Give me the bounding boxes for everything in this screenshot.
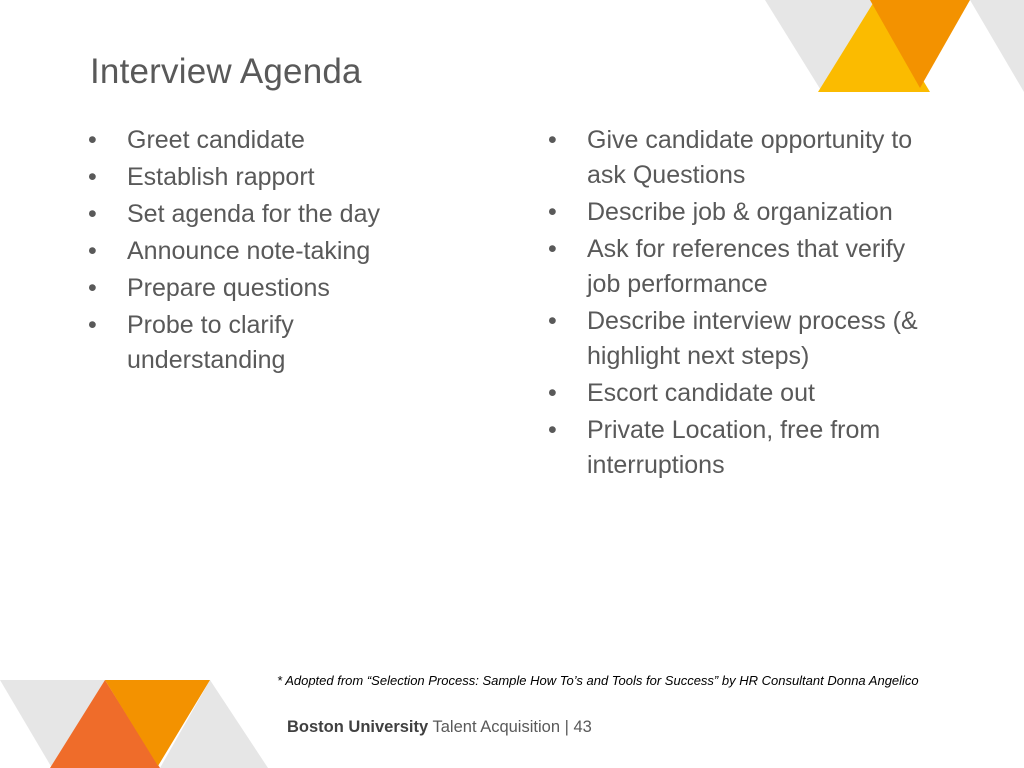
footer-org: Boston University [287,718,429,736]
list-item [548,376,943,411]
list-item-text: Give candidate opportunity to ask Questions [587,126,913,189]
list-item-text: Prepare questions [127,274,330,302]
bullet-icon: • [548,126,557,154]
source-footnote: * Adopted from “Selection Process: Sample How To’s and Tools for Success” by HR Consultant Donna Angelico [277,673,919,688]
list-item [548,413,943,483]
list-item [548,304,943,374]
decor-gray-triangle-right [970,0,1024,92]
bullet-icon: • [548,235,557,263]
bullet-icon: • [548,379,557,407]
footer-dept: Talent Acquisition [432,718,560,736]
bullet-icon: • [548,416,557,444]
bullet-icon: • [88,274,97,302]
list-item-text: Establish rapport [127,163,315,191]
list-item [88,197,448,232]
list-item [88,308,448,378]
list-item-text: Describe job & organization [587,198,893,226]
left-bullet-list [88,123,448,380]
list-item [88,271,448,306]
list-item-text: Probe to clarify understanding [127,311,294,374]
bullet-icon: • [88,200,97,228]
bullet-icon: • [88,163,97,191]
list-item-text: Set agenda for the day [127,200,380,228]
page-number: 43 [573,718,592,736]
slide-footer [287,718,592,737]
list-item [88,123,448,158]
bullet-icon: • [88,126,97,154]
footer-separator: | [564,718,569,736]
list-item [88,160,448,195]
slide-title: Interview Agenda [90,52,362,91]
list-item-text: Ask for references that verify job performance [587,235,906,298]
list-item [548,195,943,230]
list-item-text: Announce note-taking [127,237,371,265]
list-item-text: Private Location, free from interruptions [587,416,881,479]
list-item [548,123,943,193]
list-item-text: Describe interview process (& highlight next steps) [587,307,918,370]
bullet-icon: • [88,237,97,265]
bottom-left-decoration [0,680,270,768]
list-item [88,234,448,269]
bullet-icon: • [548,198,557,226]
list-item-text: Greet candidate [127,126,305,154]
bullet-icon: • [88,311,97,339]
list-item-text: Escort candidate out [587,379,815,407]
bullet-icon: • [548,307,557,335]
list-item [548,232,943,302]
right-bullet-list [548,123,943,485]
